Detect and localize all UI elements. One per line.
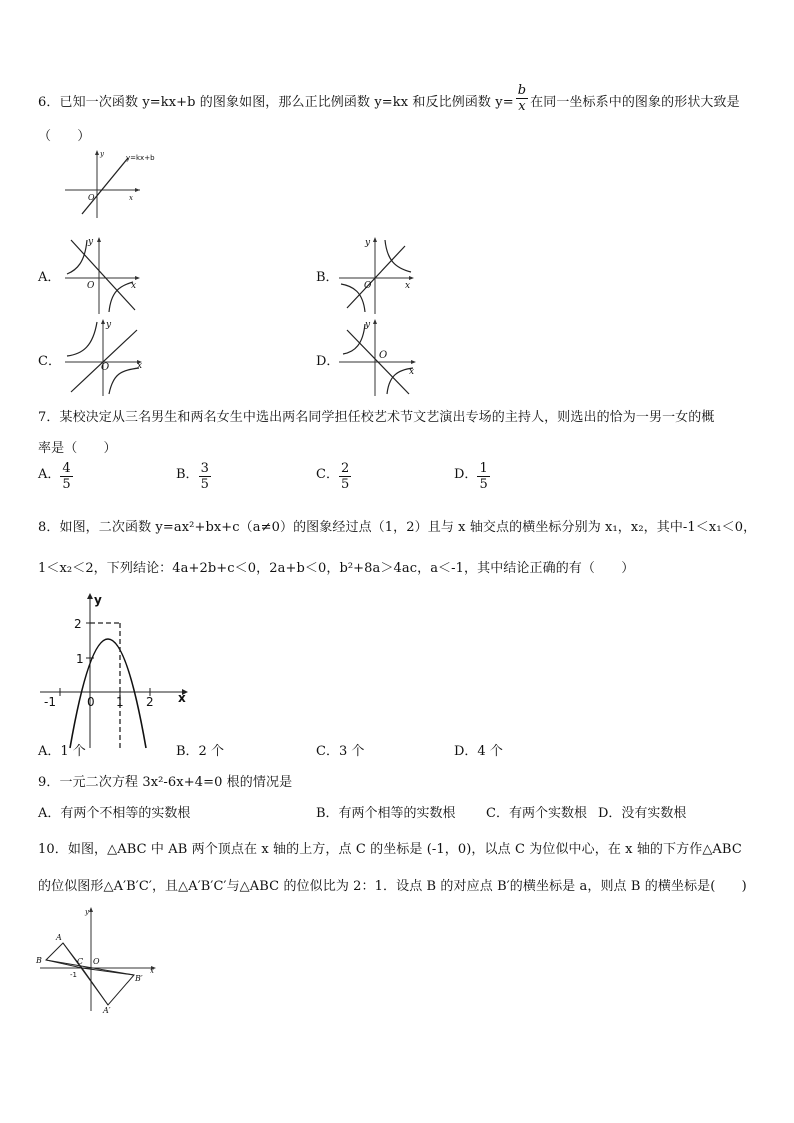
q8-tick-y-1: 1 (76, 652, 84, 666)
q9-option-d: D．没有实数根 (598, 806, 687, 821)
q8-option-b: B．2 个 (176, 744, 224, 759)
q7-option-a-label: A． (38, 467, 61, 482)
q8-axis-y: y (94, 593, 102, 607)
q8-tick-x-2: 2 (146, 695, 154, 709)
q6-option-d-label: D． (316, 354, 340, 369)
q6-option-d-graph (337, 318, 419, 398)
svg-text:O: O (87, 281, 95, 291)
svg-text:y: y (100, 150, 104, 158)
q8-parabola-graph (38, 590, 198, 750)
q7-option-a-den: 5 (62, 477, 71, 492)
q6-option-c-graph (63, 318, 145, 398)
q8-option-d: D．4 个 (454, 744, 503, 759)
q7-option-c (316, 462, 351, 491)
q6-option-c-label: C． (38, 354, 61, 369)
q7-option-b-num: 3 (200, 461, 209, 476)
q10-stem-text: 如图，△ABC 中 AB 两个顶点在 x 轴的上方，点 C 的坐标是 (-1，0)，以点 C 为位似中心，在 x 轴的下方作△ABC (67, 842, 742, 857)
q6-stem-pre: 已知一次函数 y=kx+b 的图象如图，那么正比例函数 y=kx 和反比例函数 y= (59, 95, 514, 110)
svg-text:y: y (106, 320, 112, 330)
q6-stem-line1 (38, 83, 740, 117)
q6-reference-graph (60, 148, 170, 223)
q6-paren: （ ） (38, 129, 91, 144)
q8-axis-x: x (178, 691, 186, 705)
q6-option-b-graph (337, 236, 417, 316)
q6-stem-post: 在同一坐标系中的图象的形状大致是 (530, 95, 740, 110)
q7-option-d-num: 1 (479, 461, 488, 476)
q9-stem (38, 771, 292, 790)
q7-option-b (176, 462, 211, 491)
q6-number: 6． (38, 95, 60, 110)
svg-text:O: O (101, 362, 110, 373)
q7-option-b-label: B． (176, 467, 199, 482)
q8-option-c: C．3 个 (316, 744, 365, 759)
q7-option-d-label: D． (454, 467, 478, 482)
q9-option-b: B．有两个相等的实数根 (316, 806, 456, 821)
q7-stem-line2: 率是（ ） (38, 441, 117, 456)
q10-axis-y: y (85, 908, 89, 916)
svg-text:x: x (405, 281, 411, 291)
q7-stem-line1 (38, 406, 715, 425)
q7-option-c-num: 2 (340, 461, 350, 476)
q8-tick-y-2: 2 (74, 617, 82, 631)
q10-similar-triangles-graph (36, 905, 166, 1015)
q8-tick-x-1: 1 (116, 695, 124, 709)
q6-option-a-label: A． (38, 270, 61, 285)
q7-stem-text: 某校决定从三名男生和两名女生中选出两名同学担任校艺术节文艺演出专场的主持人，则选出的恰为一男一女的概 (59, 410, 715, 425)
q8-stem-line1 (38, 516, 756, 535)
q9-option-a: A．有两个不相等的实数根 (38, 806, 191, 821)
q6-fraction-num: b (517, 83, 527, 98)
svg-text:y: y (365, 320, 371, 330)
q7-option-b-den: 5 (200, 477, 209, 492)
q9-stem-text: 一元二次方程 3x²-6x+4=0 根的情况是 (59, 775, 293, 790)
q6-fraction (516, 84, 528, 113)
q7-option-b-fraction (199, 462, 211, 491)
q8-stem-text: 如图，二次函数 y=ax²+bx+c（a≠0）的图象经过点（1，2）且与 x 轴交点的横坐标分别为 x₁，x₂，其中-1＜x₁＜0， (59, 520, 757, 535)
q9-number: 9． (38, 775, 60, 790)
q7-option-a (38, 462, 73, 491)
q6-option-a-graph (63, 236, 143, 316)
q8-tick-origin: 0 (87, 695, 95, 709)
q10-label-O: O (93, 957, 100, 966)
q10-axis-x: x (150, 967, 154, 975)
q8-option-a: A．1 个 (38, 744, 86, 759)
q7-number: 7． (38, 410, 60, 425)
q7-option-d-fraction (477, 462, 489, 491)
svg-text:O: O (379, 350, 388, 361)
svg-text:x: x (129, 194, 133, 202)
q6-line-label: y=kx+b (126, 154, 155, 162)
q7-option-c-fraction (339, 462, 351, 491)
q7-option-d (454, 462, 490, 491)
svg-text:x: x (409, 367, 415, 377)
q8-tick-x-neg1: -1 (44, 695, 56, 709)
q7-option-c-den: 5 (340, 477, 350, 492)
q6-fraction-den: x (518, 99, 526, 114)
q7-option-d-den: 5 (479, 477, 488, 492)
q7-option-a-fraction (60, 462, 72, 491)
svg-text:O: O (364, 281, 372, 291)
q10-stem-line2: 的位似图形△A′B′C′，且△A′B′C′与△ABC 的位似比为 2：1．设点 B 的对应点 B′的横坐标是 a，则点 B 的横坐标是( ) (38, 879, 747, 894)
q10-label-neg1: -1 (70, 971, 77, 979)
q9-option-c: C．有两个实数根 (486, 806, 587, 821)
q10-label-C: C (77, 957, 84, 966)
q7-option-a-num: 4 (62, 461, 71, 476)
q8-number: 8． (38, 520, 60, 535)
q10-label-Aprime: A′ (103, 1006, 111, 1015)
q10-number: 10． (38, 842, 68, 857)
svg-text:O: O (88, 193, 95, 202)
q7-option-c-label: C． (316, 467, 339, 482)
q10-label-Bprime: B′ (135, 974, 143, 983)
svg-text:x: x (131, 281, 137, 291)
q6-option-b-label: B． (316, 270, 339, 285)
q10-label-A: A (56, 933, 62, 942)
svg-text:y: y (365, 238, 371, 248)
q10-stem-line1 (38, 838, 742, 857)
q8-stem-line2: 1＜x₂＜2，下列结论：4a+2b+c＜0，2a+b＜0，b²+8a＞4ac，a＜-1，其中结论正确的有（ ） (38, 561, 635, 576)
q10-label-B: B (36, 956, 42, 965)
svg-text:x: x (137, 361, 143, 371)
svg-text:y: y (88, 237, 94, 247)
